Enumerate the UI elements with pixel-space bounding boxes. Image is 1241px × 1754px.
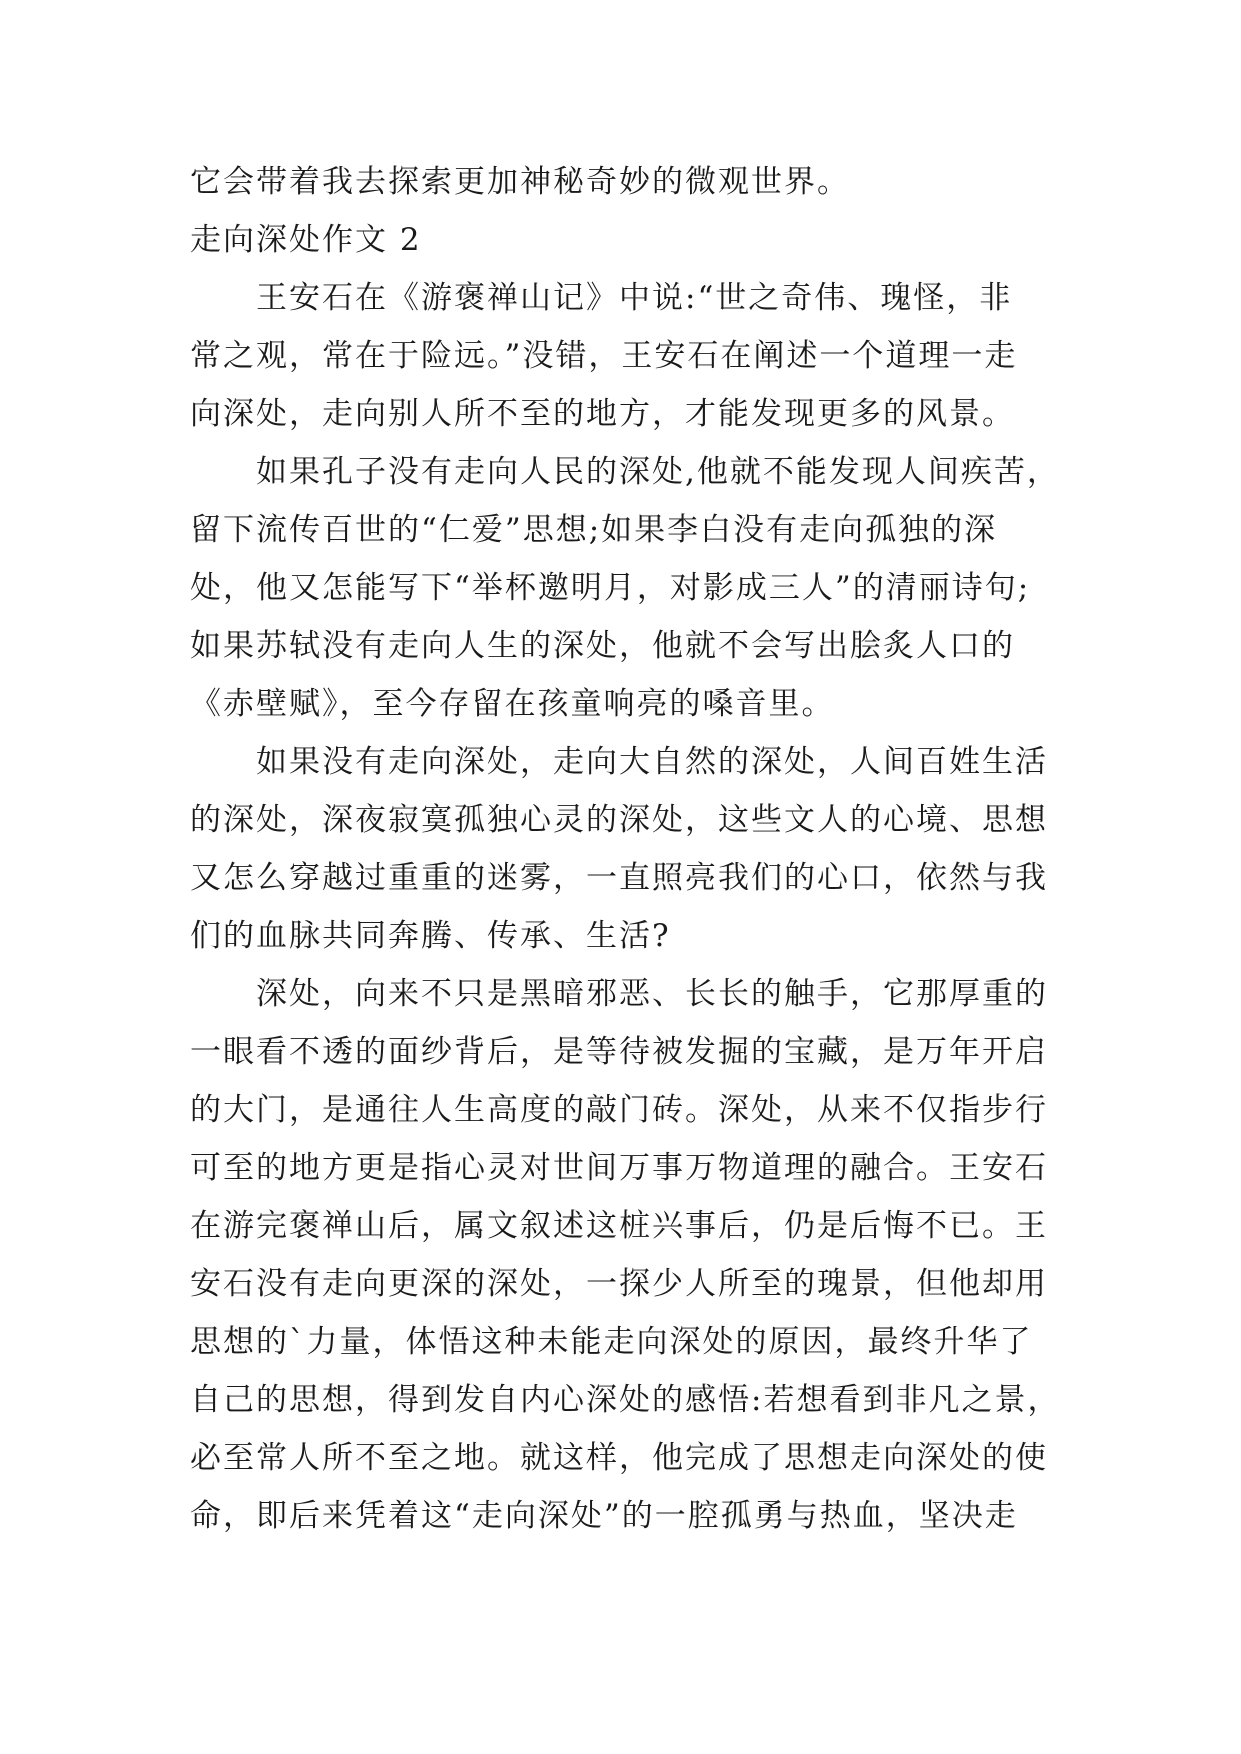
text-line: 又怎么穿越过重重的迷雾，一直照亮我们的心口，依然与我 [190,860,1048,896]
text-line: 在游完褒禅山后，属文叙述这桩兴事后，仍是后悔不已。王 [190,1208,1048,1244]
text-line: 它会带着我去探索更加神秘奇妙的微观世界。 [190,164,850,200]
text-line: 处，他又怎能写下“举杯邀明月，对影成三人”的清丽诗句; [190,570,1031,606]
text-line: 深处，向来不只是黑暗邪恶、长长的触手，它那厚重的 [256,976,1048,1012]
text-line: 《赤壁赋》，至今存留在孩童响亮的嗓音里。 [190,686,835,722]
text-line: 如果孔子没有走向人民的深处,他就不能发现人间疾苦， [256,454,1060,490]
text-line: 思想的`力量，体悟这种未能走向深处的原因，最终升华了 [190,1324,1033,1360]
text-line: 留下流传百世的“仁爱”思想;如果李白没有走向孤独的深 [190,512,998,548]
text-line: 安石没有走向更深的深处，一探少人所至的瑰景，但他却用 [190,1266,1048,1302]
text-line: 一眼看不透的面纱背后，是等待被发掘的宝藏，是万年开启 [190,1034,1048,1070]
text-line: 们的血脉共同奔腾、传承、生活? [190,918,671,954]
essay-body [190,153,1070,1545]
text-line: 王安石在《游褒禅山记》中说:“世之奇伟、瑰怪，非 [256,280,1013,316]
text-line: 常之观，常在于险远。”没错，王安石在阐述一个道理一走 [190,338,1018,374]
text-line: 如果苏轼没有走向人生的深处，他就不会写出脍炙人口的 [190,628,1015,664]
text-line: 的大门，是通往人生高度的敲门砖。深处，从来不仅指步行 [190,1092,1048,1128]
text-line: 自己的思想，得到发自内心深处的感悟:若想看到非凡之景， [190,1382,1061,1418]
text-line: 命，即后来凭着这“走向深处”的一腔孤勇与热血，坚决走 [190,1498,1018,1534]
text-line: 如果没有走向深处，走向大自然的深处，人间百姓生活 [256,744,1048,780]
text-line: 向深处，走向别人所不至的地方，才能发现更多的风景。 [190,396,1015,432]
section-heading: 走向深处作文 2 [190,222,422,258]
text-line: 可至的地方更是指心灵对世间万事万物道理的融合。王安石 [190,1150,1048,1186]
text-line: 的深处，深夜寂寞孤独心灵的深处，这些文人的心境、思想 [190,802,1048,838]
text-line: 必至常人所不至之地。就这样，他完成了思想走向深处的使 [190,1440,1048,1476]
